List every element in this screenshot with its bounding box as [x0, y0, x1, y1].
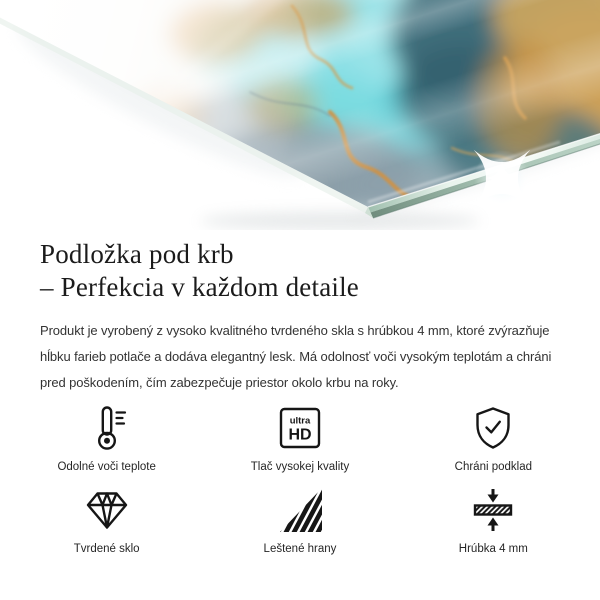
page-title: [40, 238, 570, 304]
feature-label: Hrúbka 4 mm: [458, 543, 528, 555]
shield-check-icon: [469, 404, 517, 452]
diamond-icon: [83, 486, 131, 534]
glass-panel-illustration: [0, 0, 600, 230]
features-grid: [10, 404, 590, 556]
feature-thickness: [397, 486, 590, 556]
ultra-hd-icon: [276, 404, 324, 452]
feature-heat-resistant: [10, 404, 203, 474]
feature-label: Tvrdené sklo: [73, 543, 140, 555]
hero-product-image: [0, 0, 600, 230]
feature-protects-base: [397, 404, 590, 474]
feature-label: Odolné voči teplote: [57, 461, 156, 473]
title-line-2: – Perfekcia v každom detaile: [40, 272, 359, 302]
title-line-1: Podložka pod krb: [40, 239, 234, 269]
thickness-icon: [469, 486, 517, 534]
feature-tempered-glass: [10, 486, 203, 556]
feature-label: Tlač vysokej kvality: [250, 461, 350, 473]
feature-label: Leštené hrany: [263, 543, 337, 555]
feature-label: Chráni podklad: [454, 461, 532, 473]
thermometer-icon: [83, 404, 131, 452]
polished-edges-icon: [276, 486, 324, 534]
feature-polished-edges: [203, 486, 396, 556]
content-area: [0, 238, 600, 396]
product-description: Produkt je vyrobený z vysoko kvalitného tvrdeného skla s hrúbkou 4 mm, ktoré zvýrazňuje hĺbku farieb potlače a dodáva elegantný lesk. Má odolnosť voči vysokým teplotám a chráni pred poškodením, čím zabezpečuje priestor okolo krbu na roky.: [40, 323, 552, 390]
hd-text: HD: [288, 426, 312, 444]
feature-print-quality: [203, 404, 396, 474]
ultra-text: ultra: [289, 415, 311, 427]
